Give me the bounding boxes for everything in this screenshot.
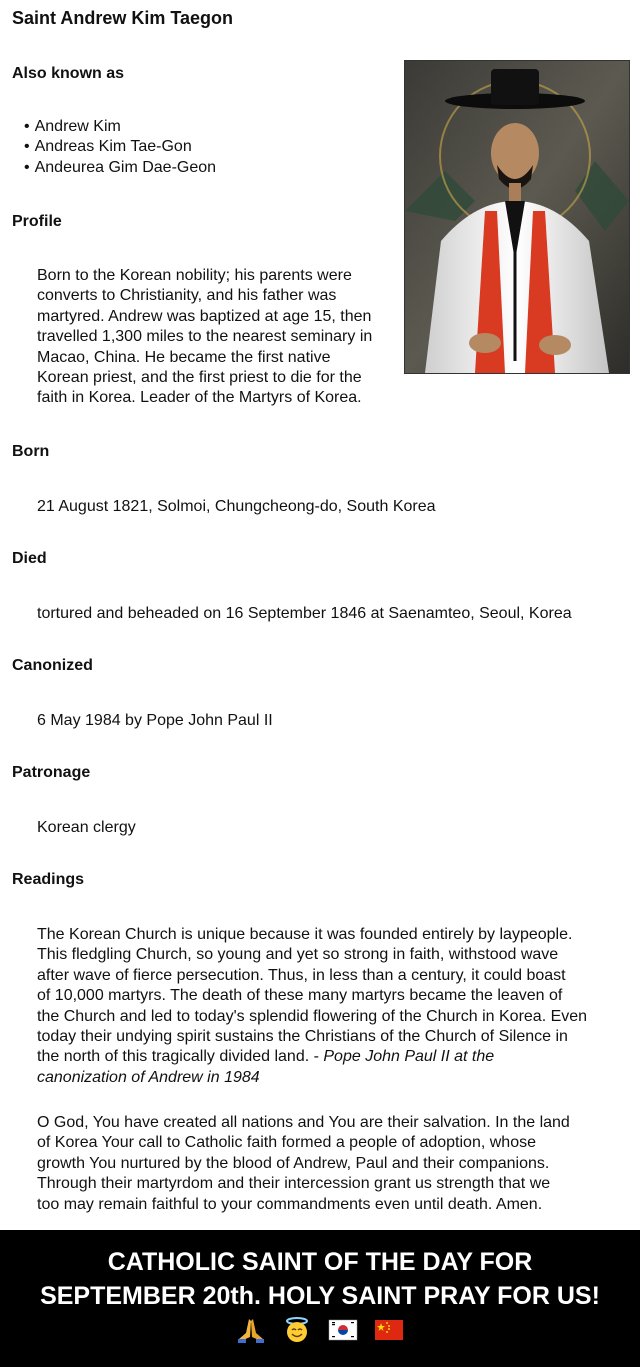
died-text: tortured and beheaded on 16 September 1846 at Saenamteo, Seoul, Korea — [37, 605, 572, 622]
list-item: • Andreas Kim Tae-Gon — [24, 137, 216, 157]
text-line: too may remain faithful to your commandments even until death. Amen. — [37, 1195, 543, 1213]
text-line: after wave of fierce persecution. Thus, in less than a century, it could boast — [37, 966, 566, 984]
text-line: growth You nurtured by the blood of Andrew, Paul and their companions. — [37, 1154, 550, 1172]
text-line: O God, You have created all nations and You are their salvation. In the land — [37, 1114, 570, 1131]
text-line: martyred. Andrew was baptized at age 15, then — [37, 307, 372, 325]
page-title: Saint Andrew Kim Taegon — [12, 8, 234, 28]
list-item: • Andeurea Gim Dae-Geon — [24, 158, 216, 178]
banner-line-1: CATHOLIC SAINT OF THE DAY FOR — [107, 1248, 533, 1276]
text-line: Through their martyrdom and their intercession grant us strength that we — [37, 1175, 551, 1193]
quote-citation: canonization of Andrew in 1984 — [37, 1068, 260, 1086]
banner-line-2: SEPTEMBER 20th. HOLY SAINT PRAY FOR US! — [40, 1282, 600, 1310]
text-line: Macao, China. He became the first native — [37, 348, 331, 366]
text-line: This fledgling Church, so young and yet so strong in faith, withstood wave — [37, 946, 559, 964]
patronage-text: Korean clergy — [37, 819, 136, 836]
list-item: • Andrew Kim — [24, 117, 216, 137]
china-flag-icon — [374, 1317, 404, 1343]
praying-hands-icon — [236, 1317, 266, 1343]
text-line: of Korea Your call to Catholic faith formed a people of adoption, whose — [37, 1134, 536, 1152]
text-line: Korean priest, and the first priest to die for the — [37, 369, 362, 387]
died-heading: Died — [12, 550, 47, 567]
south-korea-flag-icon — [328, 1317, 358, 1343]
text-line: the Church and led to today's splendid flowering of the Church in Korea. Even — [37, 1007, 588, 1025]
emoji-row — [0, 1316, 640, 1343]
readings-heading: Readings — [12, 871, 85, 888]
caption-banner — [0, 1230, 640, 1367]
born-text: 21 August 1821, Solmoi, Chungcheong-do, South Korea — [37, 498, 436, 515]
text-line: of 10,000 martyrs. The death of these many martyrs became the leaven of — [37, 987, 563, 1005]
text-line: faith in Korea. Leader of the Martyrs of Korea. — [37, 389, 362, 407]
text-line: Born to the Korean nobility; his parents were — [37, 267, 352, 284]
text-line: converts to Christianity, and his father was — [37, 287, 337, 305]
also-known-as-list — [24, 117, 216, 178]
saint-portrait-image — [404, 60, 630, 374]
profile-heading: Profile — [12, 213, 62, 230]
smiling-face-with-halo-icon — [282, 1317, 312, 1343]
text-line: travelled 1,300 miles to the nearest seminary in — [37, 328, 373, 346]
profile-text — [37, 266, 372, 409]
reading-quote — [37, 925, 587, 1088]
text-line: today their undying spirit sustains the Christians of the Church of Silence in — [37, 1028, 568, 1046]
also-known-as-heading: Also known as — [12, 65, 125, 82]
reading-prayer — [37, 1113, 570, 1215]
born-heading: Born — [12, 443, 50, 460]
canonized-text: 6 May 1984 by Pope John Paul II — [37, 712, 273, 729]
text-line: The Korean Church is unique because it was founded entirely by laypeople. — [37, 926, 573, 943]
quote-citation: Pope John Paul II at the — [323, 1048, 495, 1066]
patronage-heading: Patronage — [12, 764, 91, 781]
text-line: the north of this tragically divided land. - — [37, 1048, 324, 1066]
canonized-heading: Canonized — [12, 657, 93, 674]
